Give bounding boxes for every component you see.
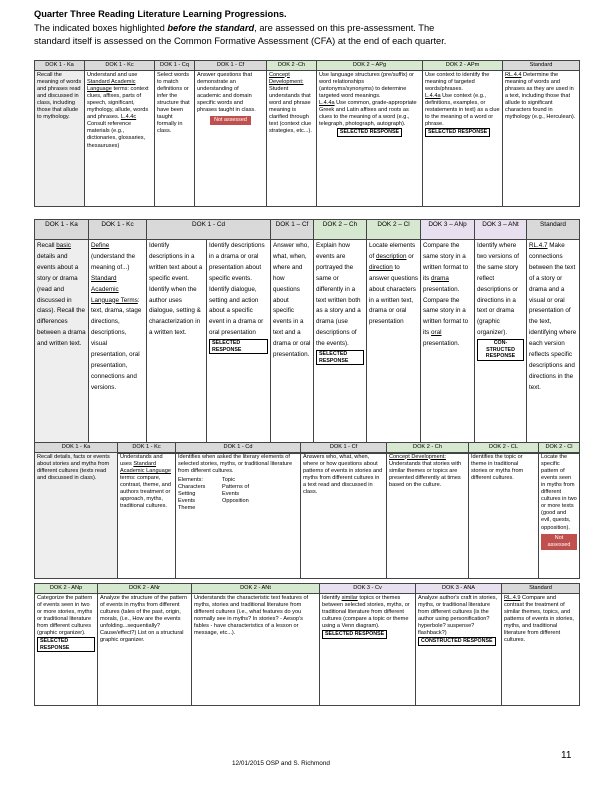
- cell-answer-questions: Answer who, what, when, where and how questions about specific events in a text and a drama or oral presentation.: [271, 240, 314, 454]
- header-row: [35, 584, 580, 594]
- header-cell: DOK 3 - ANA: [416, 584, 502, 594]
- themes-progression-table-part2: [34, 583, 580, 706]
- cell-identify-drama: Identify descriptions in a drama or oral presentation about specific events. Identify dialogue, setting and action about a specific event in a drama or oral presentation SELECTED RESPONSE: [207, 240, 271, 454]
- header-cell: Standard: [503, 61, 580, 71]
- intro-text: [34, 8, 579, 49]
- connections-progression-table: [34, 219, 580, 454]
- selected-response-badge: SELECTED RESPONSE: [425, 128, 490, 137]
- themes-progression-table-part1: [34, 442, 580, 579]
- cell-authors-craft: Analyze author's craft in stories, myths, or traditional literature from different cultures (is the author using personification? hyperbole? suspense? flashback?) CONSTRUCTED RESPONSE: [416, 593, 502, 705]
- cell-recall: Recall details, facts or events about stories and myths from different cultures (texts read and discussed in class).: [35, 452, 118, 578]
- cell-concept-development: Concept Development: Student understands that word and phrase meaning is clarified through text (context clue strategies, etc...).: [267, 70, 317, 206]
- cell-answer-questions: Answer questions that demonstrate an understanding of academic and domain specific words and phrases taught in class. Not assessed: [195, 70, 267, 206]
- header-cell: DOK 1 - Cd: [176, 443, 301, 453]
- table-row: [35, 70, 580, 206]
- header-row: [35, 61, 580, 71]
- header-cell: DOK 3 – ANt: [475, 220, 527, 240]
- header-cell: Standard: [527, 220, 580, 240]
- selected-response-badge: SELECTED RESPONSE: [316, 350, 364, 365]
- page-number: 11: [561, 750, 572, 761]
- intro-line-2: standard itself is assessed on the Common Formative Assessment (CFA) at the end of each quarter.: [34, 36, 447, 46]
- selected-response-badge: SELECTED RESPONSE: [322, 630, 387, 639]
- cell-define-terms: Define (understand the meaning of...) Standard Academic Language Terms: text, drama, stage directions, descriptions, visual presentation, oral presentation, connections and versions.: [89, 240, 147, 454]
- header-cell: DOK 2 - Ch: [387, 443, 469, 453]
- cell-text-features: Understands the characteristic text features of myths, stories and traditional literature from different cultures (i.e., what features do you normally see in myths? In stories? - Aesop's fables - have characteristics of a lesson or message, etc...).: [192, 593, 320, 705]
- header-cell: DOK 2 – Ch: [314, 220, 367, 240]
- cell-identify-versions: Identify where two versions of the same story reflect descriptions or directions in a text or drama (graphic organizer). CON-STRUCTED RESPONSE: [475, 240, 527, 454]
- header-cell: DOK 2 -Ch: [267, 61, 317, 71]
- header-cell: DOK 2 - CL: [469, 443, 539, 453]
- constructed-response-badge: CONSTRUCTED RESPONSE: [418, 637, 496, 646]
- page-title: Quarter Three Reading Literature Learning Progressions.: [34, 9, 287, 19]
- header-cell: DOK 3 – ANp: [421, 220, 475, 240]
- not-assessed-badge: Not assessed: [541, 534, 577, 550]
- cell-select-words: Select words to match definitions or infer the structure that have been taught formally in class.: [155, 70, 195, 206]
- header-cell: DOK 2 - Cl: [539, 443, 580, 453]
- cell-categorize: Categorize the pattern of events seen in two or more stories, myths or traditional literature from different cultures (graphic organizer). SELECTED RESPONSE: [35, 593, 98, 705]
- cell-explain-events: Explain how events are portrayed the same or differently in a text written both as a story and a drama (use descriptions of the events). SELECTED RESPONSE: [314, 240, 367, 454]
- header-cell: DOK 1 - Kc: [118, 443, 176, 453]
- header-cell: DOK 1 - Ka: [35, 61, 85, 71]
- cell-identify-topic: Identifies the topic or theme in traditional stories or myths from different cultures.: [469, 452, 539, 578]
- cell-compare-story: Compare the same story in a written format to its drama presentation. Compare the same story in a written format to its oral presentation.: [421, 240, 475, 454]
- header-cell: DOK 1 - Cq: [155, 61, 195, 71]
- cell-locate-pattern: Locate the specific pattern of events seen in myths from different cultures in two or more texts (good and evil, quests, opposition). Not assessed: [539, 452, 580, 578]
- vocabulary-progression-table: [34, 60, 580, 207]
- header-cell: DOK 1 - Kc: [89, 220, 147, 240]
- not-assessed-badge: Not assessed: [210, 116, 251, 125]
- cell-context: Use context to identify the meaning of targeted words/phrases. L.4.4a Use context (e.g., definitions, examples, or restatements in text) as a clue to the meaning of a word or phrase. SELECTED RESPONSE: [423, 70, 503, 206]
- header-cell: Standard: [502, 584, 580, 594]
- header-cell: DOK 2 - ANr: [98, 584, 192, 594]
- cell-answer-questions: Answers who, what, when, where or how questions about patterns of events in stories and myths from different cultures in a text read and discussed in class.: [301, 452, 387, 578]
- element-terms: Elements: Topic Characters Patterns of Setting Events Events Opposition Theme: [178, 476, 250, 512]
- cell-language-structures: Use language structures (pre/suffix) or word relationships (antonyms/synonyms) to determine targeted word meanings. L.4.4a Use common, grade-appropriate Greek and Latin affixes and roots as clues to the meaning of a word (e.g., telegraph, photograph, autograph). SELECTED RESPONSE: [317, 70, 423, 206]
- header-cell: DOK 1 - Kc: [85, 61, 155, 71]
- footer-text: 12/01/2015 OSP and S. Richmond: [232, 760, 330, 767]
- cell-concept-development: Concept Development: Understands that stories with similar themes or topics are presented differently at times based on the culture.: [387, 452, 469, 578]
- cell-identify-elements: Identifies when asked the literary elements of selected stories, myths, or traditional literature from different cultures. Elements: Topic Characters Patterns of Setting Events Events Opposition Theme: [176, 452, 301, 578]
- header-cell: DOK 1 - Cf: [301, 443, 387, 453]
- cell-academic-language: Understand and use Standard Academic Language terms: context clues, affixes, parts of speech, significant, mythology, allude, words and phrases. L.4.4c Consult reference materials (e.g., dictionaries, glossaries, thesauruses): [85, 70, 155, 206]
- selected-response-badge: SELECTED RESPONSE: [337, 128, 402, 137]
- cell-academic-language: Understands and uses Standard Academic Language terms: compare, contrast, theme, and authors treatment or approach, myths, traditional cultures.: [118, 452, 176, 578]
- header-cell: DOK 1 – Cf: [271, 220, 314, 240]
- cell-standard: RL.4.7 Make connections between the text of a story or drama and a visual or oral presentation of the text, identifying where each version reflects specific descriptions and directions in the text.: [527, 240, 580, 454]
- header-cell: DOK 3 - Cv: [320, 584, 416, 594]
- header-cell: DOK 2 – Cl: [367, 220, 421, 240]
- cell-identify-written: Identify descriptions in a written text about a specific event. Identify when the author uses dialogue, setting & characterization in a written text.: [147, 240, 207, 454]
- table-row: [35, 452, 580, 578]
- selected-response-badge: SELECTED RESPONSE: [209, 339, 268, 354]
- selected-response-badge: SELECTED RESPONSE: [37, 637, 95, 652]
- header-cell: DOK 2 – APg: [317, 61, 423, 71]
- table-row: [35, 593, 580, 705]
- header-cell: DOK 2 - ANp: [35, 584, 98, 594]
- cell-standard: RL.4.9 Compare and contrast the treatment of similar themes, topics, and patterns of events in stories, myths, and traditional literature from different cultures.: [502, 593, 580, 705]
- header-cell: DOK 1 - Cd: [147, 220, 271, 240]
- header-cell: DOK 2 - ANt: [192, 584, 320, 594]
- header-cell: DOK 1 - Cf: [195, 61, 267, 71]
- header-cell: DOK 2 - APm: [423, 61, 503, 71]
- cell-standard: RL.4.4 Determine the meaning of words and phrases as they are used in a text, including those that allude to significant characters found in mythology (e.g., Herculean).: [503, 70, 580, 206]
- header-row: [35, 443, 580, 453]
- cell-locate-elements: Locate elements of description or direction to answer questions about characters in a written text, drama or oral presentation: [367, 240, 421, 454]
- header-cell: DOK 1 - Ka: [35, 220, 89, 240]
- intro-line-1: The indicated boxes highlighted before the standard, are assessed on this pre-assessment. The: [34, 22, 435, 33]
- table-row: [35, 240, 580, 454]
- constructed-response-badge: CON-STRUCTED RESPONSE: [477, 339, 524, 361]
- cell-analyze-structure: Analyze the structure of the pattern of events in myths from different cultures (tales of the past, origin, morals, (i.e., How are the events unfolding...sequentially? Cause/effect?) List on a structural graphic organizer.: [98, 593, 192, 705]
- header-row: [35, 220, 580, 240]
- header-cell: DOK 1 - Ka: [35, 443, 118, 453]
- cell-recall: Recall basic details and events about a story or drama (read and discussed in class). Recall the differences between a drama and written text.: [35, 240, 89, 454]
- cell-recall: Recall the meaning of words and phrases read and discussed in class, including those that allude to mythology.: [35, 70, 85, 206]
- cell-identify-similar: Identify similar topics or themes between selected stories, myths, or traditional literature from different cultures (compare a topic or theme using a Venn diagram). SELECTED RESPONSE: [320, 593, 416, 705]
